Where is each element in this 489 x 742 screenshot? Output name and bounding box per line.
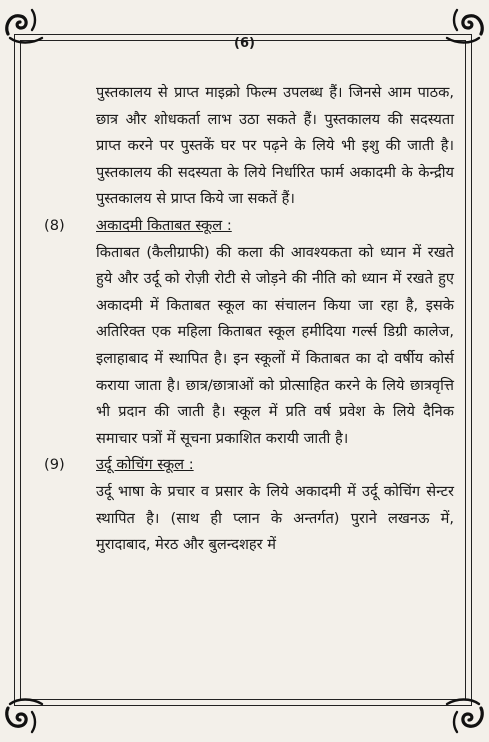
section-heading (44, 452, 454, 479)
section-body: उर्दू भाषा के प्रचार व प्रसार के लिये अकादमी में उर्दू कोचिंग सेन्टर स्थापित है। (साथ ही प्लान के अन्तर्गत) पुराने लखनऊ में, मुरादाबाद, मेरठ और बुलन्दशहर में (96, 482, 454, 554)
corner-ornament-icon (443, 694, 487, 738)
page-content (44, 80, 454, 559)
intro-paragraph: पुस्तकालय से प्राप्त माइक्रो फिल्म उपलब्ध हैं। जिनसे आम पाठक, छात्र और शोधकर्ता लाभ उठा सकते हैं। पुस्तकालय की सदस्यता प्राप्त करने पर पुस्तकें घर पर पढ़ने के लिये भी इशु की जाती है। पुस्तकालय की सदस्यता के लिये निर्धारित फार्म अकादमी के केन्द्रीय पुस्तकालय से प्राप्त किये जा सकतें हैं। (96, 84, 454, 208)
section-heading (44, 213, 454, 240)
section-number: (9) (44, 456, 65, 474)
section-body: किताबत (कैलीग्राफी) की कला की आवश्यकता को ध्यान में रखते हुये और उर्दू को रोज़ी रोटी से जोड़ने की नीति को ध्यान में रखते हुए अकादमी में किताबत स्कूल का संचालन किया जा रहा है, इसके अतिरिक्त एक महिला किताबत स्कूल हमीदिया गर्ल्स डिग्री कालेज, इलाहाबाद में स्थापित है। इन स्कूलों में किताबत का दो वर्षीय कोर्स कराया जाता है। छात्र/छात्राओं को प्रोत्साहित करने के लिये छात्रवृत्ति भी प्रदान की जाती है। स्कूल में प्रति वर्ष प्रवेश के लिये दैनिक समाचार पत्रों में सूचना प्रकाशित करायी जाती है। (96, 243, 454, 447)
section-number: (8) (44, 216, 65, 234)
section-title: अकादमी किताबत स्कूल : (96, 216, 232, 234)
page-number: (6) (234, 36, 255, 51)
corner-ornament-icon (2, 694, 46, 738)
section-title: उर्दू कोचिंग स्कूल : (96, 456, 194, 474)
